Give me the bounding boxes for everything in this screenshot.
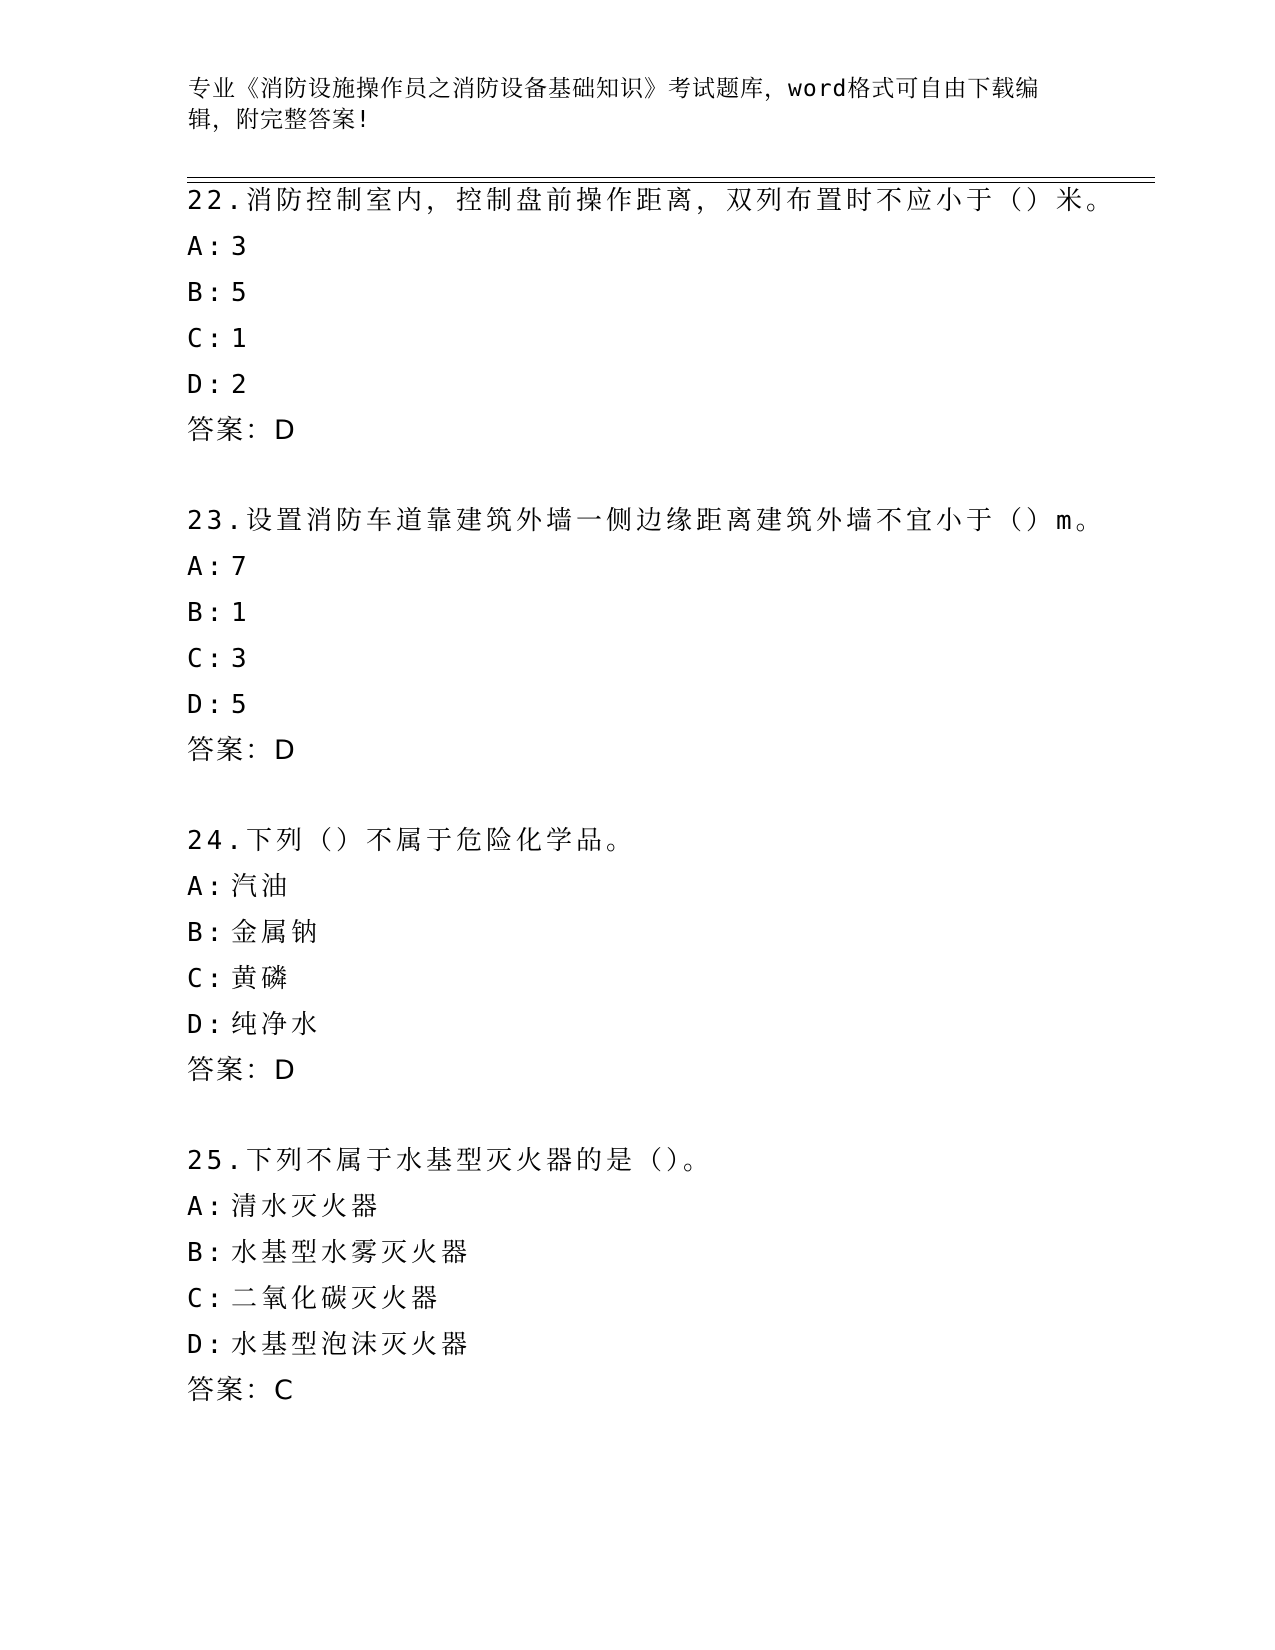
option-c (187, 956, 1147, 1002)
option-a (187, 1184, 1147, 1230)
option-text: 3 (231, 232, 251, 262)
option-letter: C: (187, 644, 227, 674)
question-title: 23.设置消防车道靠建筑外墙一侧边缘距离建筑外墙不宜小于（）m。 (187, 506, 1106, 536)
option-text: 金属钠 (231, 918, 322, 948)
answer-line: 答案：D (187, 1055, 297, 1086)
option-text: 汽油 (231, 872, 292, 902)
option-d (187, 1322, 1147, 1368)
answer-line: 答案：D (187, 735, 297, 766)
option-letter: A: (187, 1192, 227, 1222)
question-block (187, 818, 1147, 1094)
option-letter: C: (187, 1284, 227, 1314)
question-title: 24.下列（）不属于危险化学品。 (187, 826, 636, 856)
option-letter: A: (187, 552, 227, 582)
option-letter: C: (187, 964, 227, 994)
option-text: 水基型泡沫灭火器 (231, 1330, 472, 1360)
question-block (187, 178, 1147, 454)
document-header (188, 74, 1068, 136)
question-block (187, 1138, 1147, 1414)
option-text: 1 (231, 324, 251, 354)
option-letter: B: (187, 598, 227, 628)
option-b (187, 270, 1147, 316)
option-letter: B: (187, 1238, 227, 1268)
option-d (187, 1002, 1147, 1048)
option-letter: A: (187, 872, 227, 902)
option-letter: B: (187, 278, 227, 308)
option-letter: D: (187, 690, 227, 720)
option-text: 纯净水 (231, 1010, 322, 1040)
option-a (187, 864, 1147, 910)
option-b (187, 590, 1147, 636)
question-title: 22.消防控制室内，控制盘前操作距离，双列布置时不应小于（）米。 (187, 186, 1116, 216)
option-d (187, 362, 1147, 408)
answer-line: 答案：D (187, 415, 297, 446)
option-text: 黄磷 (231, 964, 292, 994)
option-text: 5 (231, 690, 251, 720)
option-a (187, 224, 1147, 270)
option-letter: D: (187, 1010, 227, 1040)
option-text: 二氧化碳灭火器 (231, 1284, 442, 1314)
option-d (187, 682, 1147, 728)
option-text: 1 (231, 598, 251, 628)
header-line-1: 专业《消防设施操作员之消防设备基础知识》考试题库，word格式可自由下载编 (188, 76, 1040, 102)
option-text: 3 (231, 644, 251, 674)
option-text: 水基型水雾灭火器 (231, 1238, 472, 1268)
question-title: 25.下列不属于水基型灭火器的是（）。 (187, 1146, 713, 1176)
option-text: 清水灭火器 (231, 1192, 382, 1222)
option-a (187, 544, 1147, 590)
option-letter: A: (187, 232, 227, 262)
option-b (187, 1230, 1147, 1276)
option-letter: B: (187, 918, 227, 948)
option-letter: D: (187, 1330, 227, 1360)
option-text: 7 (231, 552, 251, 582)
option-c (187, 1276, 1147, 1322)
option-letter: C: (187, 324, 227, 354)
option-text: 2 (231, 370, 251, 400)
option-b (187, 910, 1147, 956)
header-line-2: 辑，附完整答案! (188, 107, 371, 133)
option-letter: D: (187, 370, 227, 400)
question-block (187, 498, 1147, 774)
option-text: 5 (231, 278, 251, 308)
answer-line: 答案：C (187, 1375, 295, 1406)
option-c (187, 316, 1147, 362)
option-c (187, 636, 1147, 682)
